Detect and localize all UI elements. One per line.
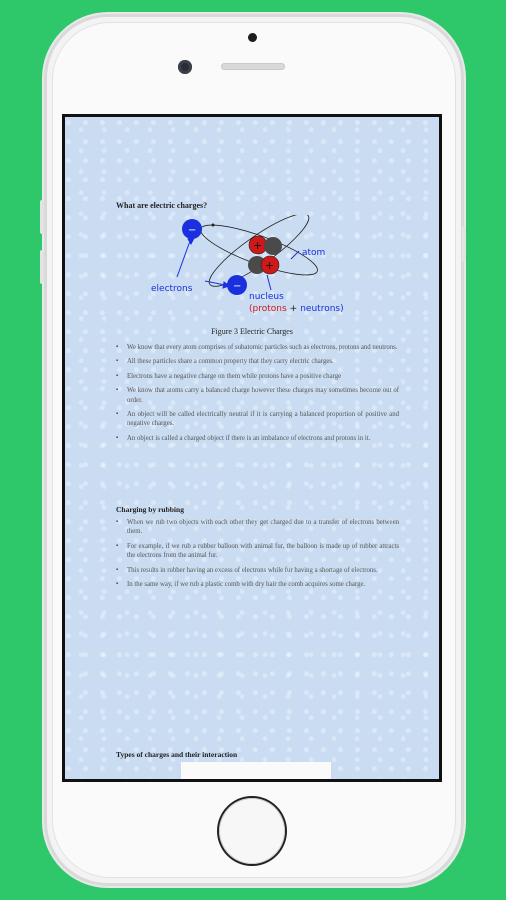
figure-caption: Figure 3 Electric Charges [211, 327, 293, 336]
list-item: ▪ All these particles share a common property that they carry electric charges. [115, 357, 399, 366]
document-page[interactable] [65, 117, 439, 779]
earpiece-speaker [221, 63, 285, 70]
svg-text:+: + [253, 239, 263, 252]
volume-up-button [40, 200, 44, 234]
screen [62, 114, 442, 782]
list-item: ▪ An object is called a charged object if there is an imbalance of electrons and protons in it. [115, 434, 399, 443]
list-item: ▪ For example, if we rub a rubber balloon with animal fur, the balloon is made up of rubber attracts the electrons from the animal fur. [115, 542, 399, 561]
atom-label: atom [302, 248, 326, 258]
nucleus-label: nucleus [249, 292, 284, 302]
list-item: ▪ When we rub two objects with each other they get charged due to a transfer of electrons between them. [115, 518, 399, 537]
list-item: ▪ We know that atoms carry a balanced charge however these charges may sometimes become out of order. [115, 386, 399, 405]
bullet-list-charging-by-rubbing [115, 518, 399, 594]
list-item: ▪ This results in rubber having an excess of electrons while fur having a shortage of electrons. [115, 566, 399, 575]
list-item: ▪ In the same way, if we rub a plastic comb with dry hair the comb acquires some charge. [115, 580, 399, 589]
front-sensor [248, 33, 257, 42]
power-button [462, 226, 466, 262]
page-footer-strip [181, 762, 331, 779]
front-camera [178, 60, 192, 74]
svg-text:−: − [233, 281, 242, 292]
svg-text:+: + [265, 259, 275, 272]
list-item: ▪ An object will be called electrically neutral if it is carrying a balanced proportion of positive and negative charges. [115, 410, 399, 429]
svg-text:−: − [188, 225, 197, 236]
list-item: ▪ We know that every atom comprises of subatomic particles such as electrons, protons and neutrons. [115, 343, 399, 352]
section-heading-charging-by-rubbing: Charging by rubbing [116, 505, 184, 514]
neutron-particle [264, 237, 282, 255]
nucleus-composition-label: (protons + neutrons) [249, 304, 344, 314]
section-heading-types-of-charges: Types of charges and their interaction [116, 750, 238, 759]
list-item: ▪ Electrons have a negative charge on them while protons have a positive charge [115, 372, 399, 381]
atom-diagram [151, 215, 366, 325]
home-button[interactable] [219, 798, 285, 864]
section-heading-electric-charges: What are electric charges? [116, 201, 208, 210]
volume-down-button [40, 250, 44, 284]
electrons-label: electrons [151, 284, 193, 294]
bullet-list-electric-charges [115, 343, 399, 448]
